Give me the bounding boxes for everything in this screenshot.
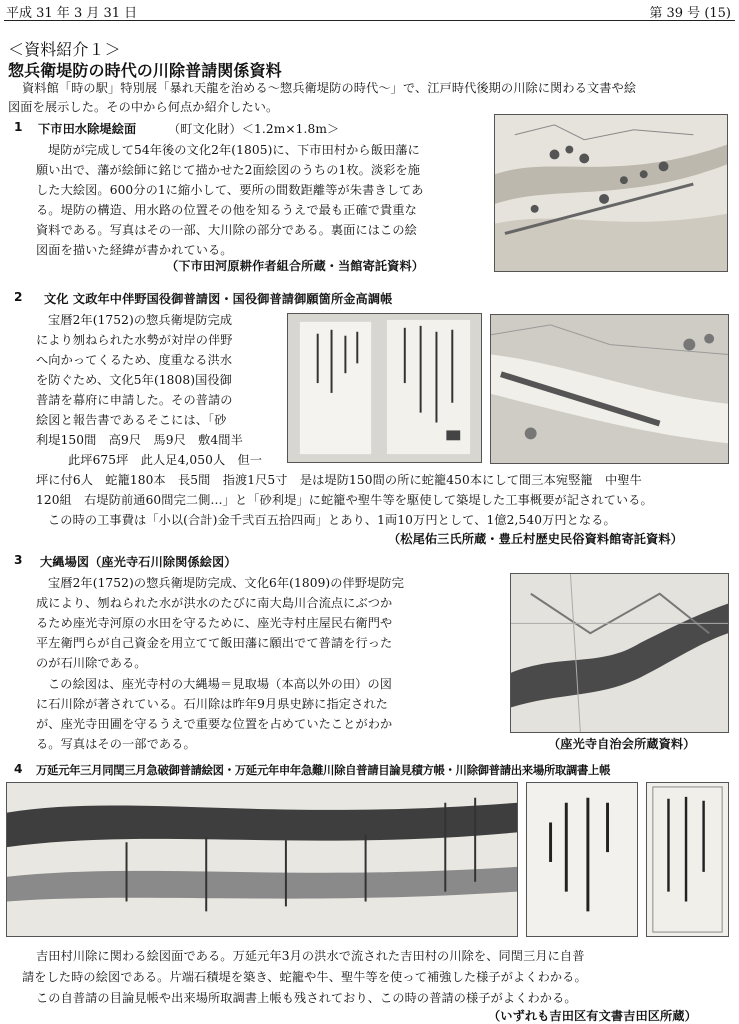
body-line: に石川除が著されている。石川除は昨年9月県史跡に指定された	[36, 697, 388, 711]
page-title: 惣兵衛堤防の時代の川除普請関係資料	[8, 61, 282, 80]
yoshida-document-photo	[526, 782, 638, 937]
shimoichida-map-photo	[494, 114, 728, 272]
body-line: 堤防が完成して54年後の文化2年(1805)に、下市田村から飯田藩に	[48, 143, 420, 157]
section-number: 2	[14, 290, 23, 304]
yoshida-map-photo	[6, 782, 518, 937]
body-line: 請をした時の絵図である。片端石積堤を築き、蛇籠や牛、聖牛等を使って補強した様子がよくわかる。	[22, 970, 587, 984]
ozawa-map-photo	[510, 573, 729, 733]
document-photo	[287, 313, 482, 463]
body-line: 図面を描いた経緯が書かれている。	[36, 243, 233, 257]
body-line: 絵図と報告書であるそこには、「砂	[36, 413, 227, 427]
body-line: る。写真はその一部である。	[36, 737, 196, 751]
issue-date: 平成 31 年 3 月 31 日	[6, 6, 138, 21]
body-line: が、座光寺田圃を守るうえで重要な位置を占めていたことがわか	[36, 717, 393, 731]
section-number: 4	[14, 762, 23, 776]
section-title: 万延元年三月同閏三月急破御普請絵図・万延元年申年急難川除自普請目論見積方帳・川除御普請出来場所取調書上帳	[36, 763, 611, 777]
section-title: 文化 文政年中伴野国役御普請図・国役御普請御願箇所金高調帳	[44, 292, 393, 306]
body-line: 吉田村川除に関わる絵図面である。万延元年3月の洪水で流された吉田村の川除を、同閏三月に自普	[36, 949, 585, 963]
body-line: るため座光寺河原の水田を守るために、座光寺村庄屋民右衛門や	[36, 616, 393, 630]
credit-line: （松尾佑三氏所蔵・豊丘村歴史民俗資料館寄託資料）	[388, 532, 683, 546]
intro-line: 資料館「時の駅」特別展「暴れ天龍を治める〜惣兵衛堤防の時代〜」で、江戸時代後期の川除に関わる文書や絵	[22, 81, 637, 95]
body-line: この自普請の目論見帳や出来場所取調書上帳も残されており、この時の普請の様子がよくわかる。	[36, 991, 577, 1005]
body-line: へ向かってくるため、度重なる洪水	[36, 353, 233, 367]
body-line: 成により、刎ねられた水が洪水のたびに南大島川合流点にぶつか	[36, 596, 393, 610]
body-line: る。堤防の構造、用水路の位置その他を知るうえで最も正確で貴重な	[36, 203, 417, 217]
intro-line: 図面を展示した。その中から何点か紹介したい。	[8, 100, 279, 114]
credit-line: （座光寺自治会所蔵資料）	[548, 737, 696, 751]
body-line: 宝暦2年(1752)の惣兵衛堤防完成	[48, 313, 233, 327]
body-line: 120組 右堤防前通60間完二側…」と「砂利堤」に蛇籠や聖牛等を駆使して築堤した工事概要が記されている。	[36, 493, 653, 507]
body-line: 利堤150間 高9尺 馬9尺 敷4間半	[36, 433, 243, 447]
body-line: 資料である。写真はその一部、大川除の部分である。裏面にはこの絵	[36, 223, 417, 237]
header-rule	[4, 20, 735, 21]
body-line: 宝暦2年(1752)の惣兵衛堤防完成、文化6年(1809)の伴野堤防完	[48, 576, 404, 590]
section-title: 下市田水除堤絵面	[38, 122, 137, 136]
body-line: この絵図は、座光寺村の大縄場＝見取場（本高以外の田）の図	[48, 677, 393, 691]
body-line: 願い出で、藩が絵師に銘じて描かせた2面絵図のうちの1枚。淡彩を施	[36, 163, 421, 177]
body-line: 坪に付6人 蛇籠180本 長5間 指渡1尺5寸 是は堤防150間の所に蛇籠450本にして間三本宛竪籠 中聖牛	[36, 473, 642, 487]
section-title: 大縄場図（座光寺石川除関係絵図）	[40, 555, 237, 569]
credit-line: （いずれも吉田区有文書吉田区所蔵）	[488, 1009, 697, 1023]
yoshida-ledger-photo	[646, 782, 729, 937]
issue-number: 第 39 号 (15)	[649, 6, 731, 21]
river-map-photo	[490, 314, 729, 464]
body-line: のが石川除である。	[36, 656, 147, 670]
section-number: 1	[14, 120, 23, 134]
body-line: した大絵図。600分の1に縮小して、要所の間数距離等が朱書きしてあ	[36, 183, 424, 197]
body-line: 此坪675坪 此人足4,050人 但一	[68, 453, 263, 467]
body-line: により刎ねられた水勢が対岸の伴野	[36, 333, 233, 347]
body-line: この時の工事費は「小以(合計)金千弐百五拾四両」とあり、1両10万円として、1億2,540万円となる。	[48, 513, 616, 527]
section-number: 3	[14, 553, 23, 567]
credit-line: （下市田河原耕作者組合所蔵・当館寄託資料）	[166, 259, 425, 273]
section-note: （町文化財）＜1.2m×1.8m＞	[168, 122, 340, 136]
body-line: 普請を幕府に申請した。その普請の	[36, 393, 233, 407]
section-label: ＜資料紹介１＞	[8, 40, 121, 59]
body-line: を防ぐため、文化5年(1808)国役御	[36, 373, 232, 387]
body-line: 平左衛門らが自己資金を用立てて飯田藩に願出でて普請を行った	[36, 636, 393, 650]
